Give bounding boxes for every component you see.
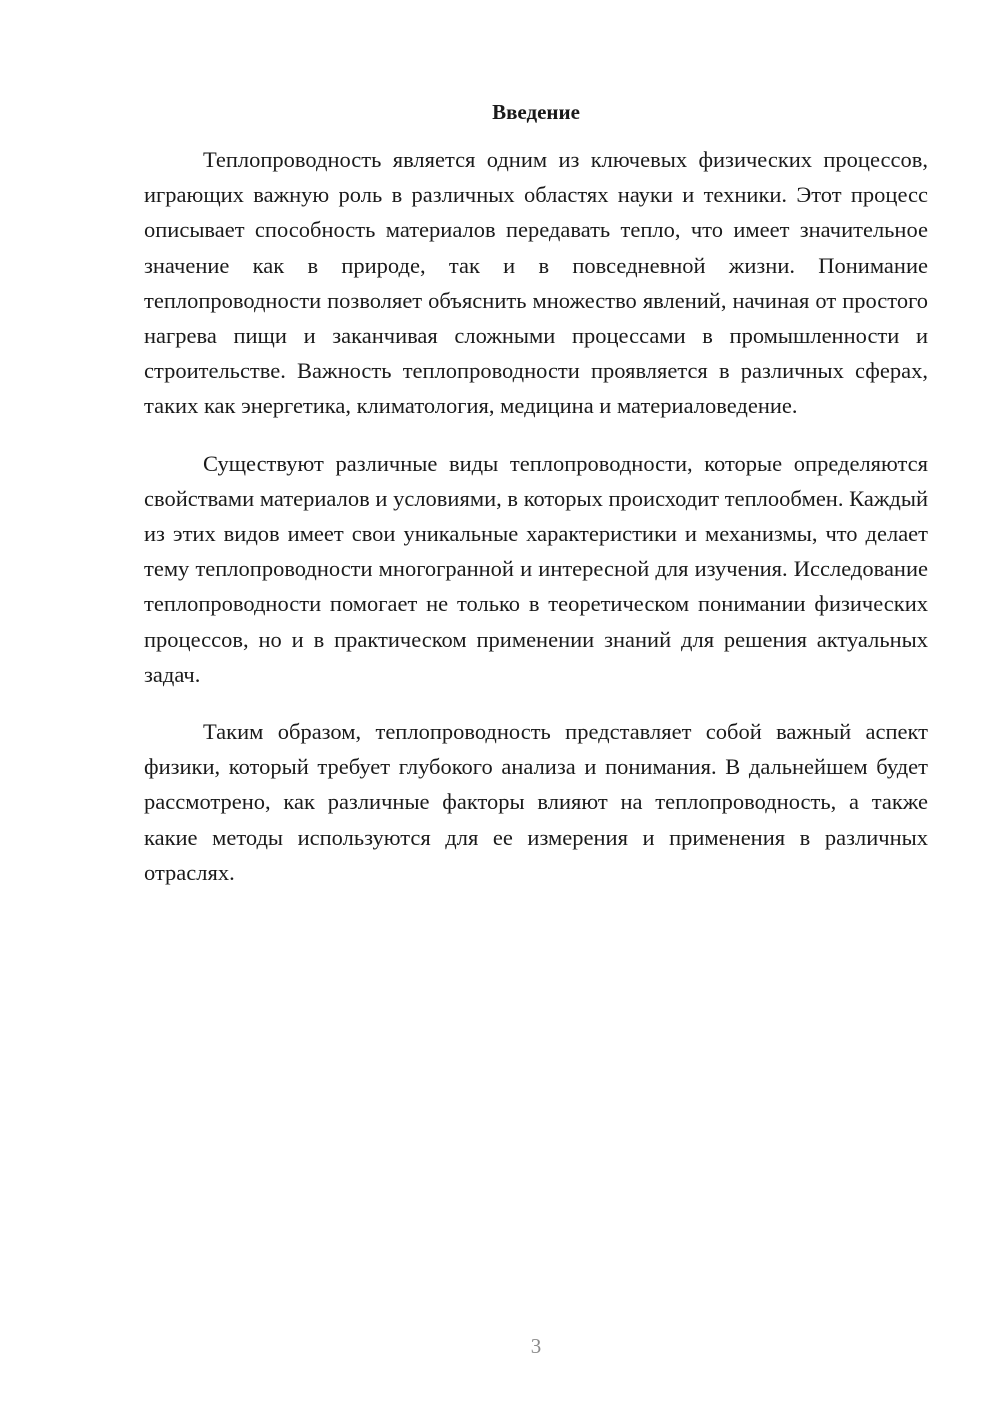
body-text [144,142,928,912]
paragraph-1: Теплопроводность является одним из ключевых физических процессов, играющих важную роль в различных областях науки и техники. Этот процесс описывает способность материалов передавать тепло, что имеет значительное значение как в природе, так и в повседневной жизни. Понимание теплопроводности позволяет объяснить множество явлений, начиная от простого нагрева пищи и заканчивая сложными процессами в промышленности и строительстве. Важность теплопроводности проявляется в различных сферах, таких как энергетика, климатология, медицина и материаловедение. [144,147,928,419]
paragraph-3: Таким образом, теплопроводность представляет собой важный аспект физики, который требует глубокого анализа и понимания. В дальнейшем будет рассмотрено, как различные факторы влияют на теплопроводность, а также какие методы используются для ее измерения и применения в различных отраслях. [144,719,928,885]
paragraph-2: Существуют различные виды теплопроводности, которые определяются свойствами материалов и условиями, в которых происходит теплообмен. Каждый из этих видов имеет свои уникальные характеристики и механизмы, что делает тему теплопроводности многогранной и интересной для изучения. Исследование теплопроводности помогает не только в теоретическом понимании физических процессов, но и в практическом применении знаний для решения актуальных задач. [144,450,928,687]
page-number: 3 [530,1334,542,1358]
section-title: Введение [492,100,580,124]
